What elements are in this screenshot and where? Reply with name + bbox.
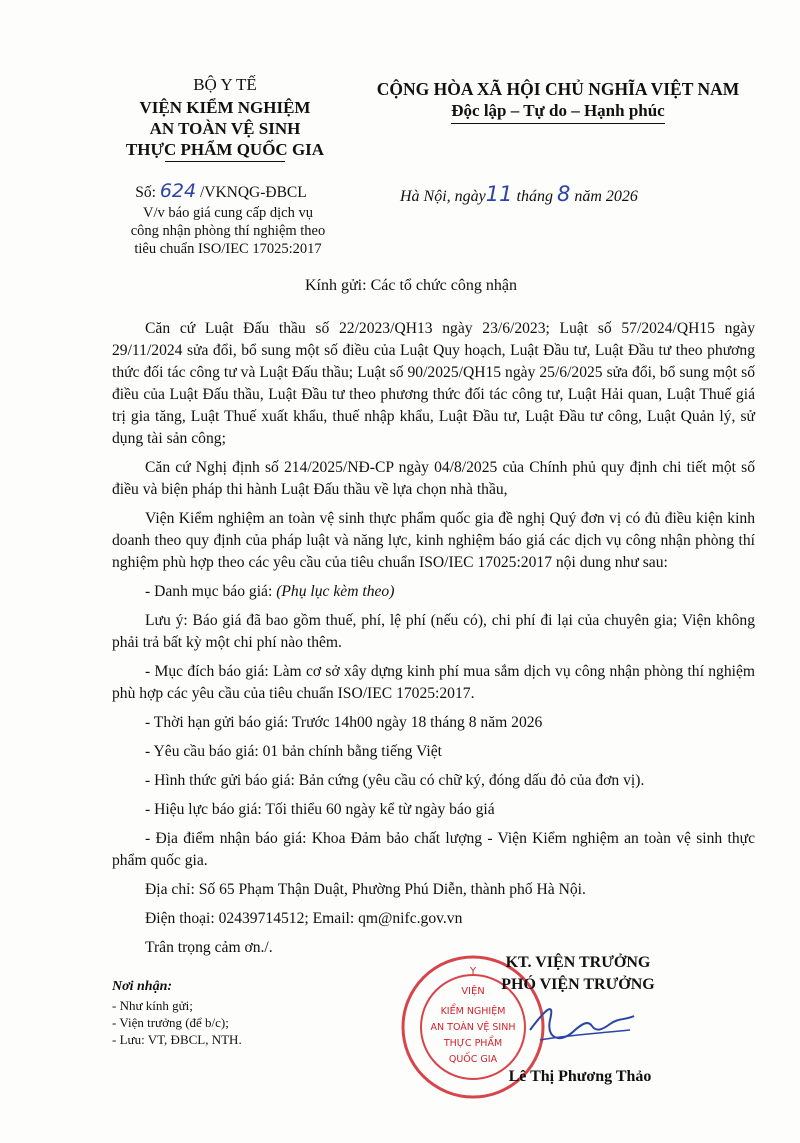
place-and-date bbox=[400, 184, 700, 207]
signer-name: Lê Thị Phương Thảo bbox=[508, 1068, 652, 1085]
paragraph-legal-basis-1: Căn cứ Luật Đấu thầu số 22/2023/QH13 ngày 23/6/2023; Luật số 57/2024/QH15 ngày 29/11/2024 sửa đổi, bổ sung một số điều của Luật Quy hoạch, Luật Đầu tư, Luật Đầu tư theo phương thức đối tác công tư và Luật Đấu thầu; Luật số 90/2025/QH15 ngày 25/6/2025 sửa đổi, bổ sung một số điều của Luật Đấu thầu, Luật Đầu tư theo phương thức đối tác công tư, Luật Hải quan, Luật Thuế giá trị gia tăng, Luật Thuế xuất khẩu, thuế nhập khẩu, Luật Đầu tư, Luật Đầu tư công, Luật Quản lý, sử dụng tài sản công; bbox=[112, 320, 755, 447]
handwritten-signature bbox=[520, 990, 640, 1060]
subject-line2: công nhận phòng thí nghiệm theo bbox=[130, 223, 326, 239]
signature-title-line1: KT. VIỆN TRƯỞNG bbox=[505, 954, 651, 971]
stamp-line4: QUỐC GIA bbox=[448, 1054, 498, 1065]
doc-number-suffix: /VKNQG-ĐBCL bbox=[199, 184, 307, 201]
item-list-value: (Phụ lục kèm theo) bbox=[276, 583, 395, 600]
doc-number-prefix: Số: bbox=[135, 184, 156, 201]
form-line: - Hình thức gửi báo giá: Bản cứng (yêu cầu có chữ ký, đóng dấu đỏ của đơn vị). bbox=[145, 772, 645, 789]
national-header bbox=[338, 78, 778, 124]
place-label: Hà Nội, ngày bbox=[400, 188, 486, 205]
year-label: năm 2026 bbox=[574, 188, 638, 205]
note-line: Lưu ý: Báo giá đã bao gồm thuế, phí, lệ phí (nếu có), chi phí đi lại của chuyên gia; Viện không phải trả bất kỳ một chi phí nào thêm. bbox=[112, 612, 755, 651]
stamp-ring-top: VIỆN bbox=[461, 986, 485, 997]
stamp-line3: THỰC PHẨM bbox=[443, 1038, 503, 1049]
closing-line: Trân trọng cảm ơn./. bbox=[145, 939, 273, 956]
recipients-title: Nơi nhận: bbox=[112, 979, 173, 994]
stamp-line1: KIỂM NGHIỆM bbox=[440, 1006, 506, 1017]
purpose-line: - Mục đích báo giá: Làm cơ sở xây dựng kinh phí mua sắm dịch vụ công nhận phòng thí nghiệm phù hợp các yêu cầu của tiêu chuẩn ISO/IEC 17025:2017. bbox=[112, 663, 755, 702]
paragraph-legal-basis-2: Căn cứ Nghị định số 214/2025/NĐ-CP ngày 04/8/2025 của Chính phủ quy định chi tiết một số điều và biện pháp thi hành Luật Đấu thầu về lựa chọn nhà thầu, bbox=[112, 459, 755, 498]
header-left-rule bbox=[165, 161, 285, 162]
org-name-line1: VIỆN KIỂM NGHIỆM bbox=[139, 98, 311, 117]
doc-number-handwritten: 624 bbox=[159, 180, 197, 202]
validity-line: - Hiệu lực báo giá: Tối thiểu 60 ngày kể từ ngày báo giá bbox=[145, 801, 495, 818]
location-line: - Địa điểm nhận báo giá: Khoa Đảm bảo chất lượng - Viện Kiểm nghiệm an toàn vệ sinh thực phẩm quốc gia. bbox=[112, 830, 755, 869]
document-subject bbox=[112, 204, 344, 258]
recipients-item: - Như kính gửi; bbox=[112, 998, 193, 1013]
month-handwritten: 8 bbox=[556, 182, 571, 206]
signature-title-line2: PHÓ VIỆN TRƯỞNG bbox=[501, 976, 655, 993]
issuing-authority bbox=[100, 74, 350, 162]
nation-name: CỘNG HÒA XÃ HỘI CHỦ NGHĨA VIỆT NAM bbox=[376, 79, 740, 99]
recipient-line: Kính gửi: Các tổ chức công nhận bbox=[305, 277, 517, 294]
stamp-line2: AN TOÀN VỆ SINH bbox=[430, 1022, 516, 1033]
address-line: Địa chỉ: Số 65 Phạm Thận Duật, Phường Phú Diễn, thành phố Hà Nội. bbox=[145, 881, 586, 898]
stamp-star: Y bbox=[469, 966, 477, 977]
org-name-line3: THỰC PHẨM QUỐC GIA bbox=[125, 140, 325, 159]
recipients-list bbox=[112, 978, 352, 1048]
item-list-line bbox=[112, 581, 755, 603]
paragraph-request: Viện Kiểm nghiệm an toàn vệ sinh thực phẩm quốc gia đề nghị Quý đơn vị có đủ điều kiện kinh doanh theo quy định của pháp luật và năng lực, kinh nghiệm báo giá các dịch vụ công nhận phòng thí nghiệm phù hợp theo các yêu cầu của tiêu chuẩn ISO/IEC 17025:2017 nội dung như sau: bbox=[112, 510, 755, 571]
item-list-label: - Danh mục báo giá: bbox=[145, 583, 277, 600]
org-name-line2: AN TOÀN VỆ SINH bbox=[149, 119, 301, 138]
requirement-line: - Yêu cầu báo giá: 01 bản chính bằng tiếng Việt bbox=[145, 743, 442, 760]
document-number bbox=[116, 182, 326, 202]
contact-line: Điện thoại: 02439714512; Email: qm@nifc.gov.vn bbox=[145, 910, 463, 927]
subject-line3: tiêu chuẩn ISO/IEC 17025:2017 bbox=[134, 241, 322, 257]
recipients-item: - Lưu: VT, ĐBCL, NTH. bbox=[112, 1032, 242, 1047]
month-label: tháng bbox=[516, 188, 553, 205]
deadline-line: - Thời hạn gửi báo giá: Trước 14h00 ngày 18 tháng 8 năm 2026 bbox=[145, 714, 543, 731]
subject-line1: V/v báo giá cung cấp dịch vụ bbox=[143, 205, 313, 221]
ministry-name: BỘ Y TẾ bbox=[193, 75, 257, 94]
recipients-item: - Viện trưởng (để b/c); bbox=[112, 1015, 229, 1030]
national-motto: Độc lập – Tự do – Hạnh phúc bbox=[451, 100, 664, 124]
day-handwritten: 11 bbox=[485, 182, 513, 206]
document-body bbox=[112, 318, 755, 966]
